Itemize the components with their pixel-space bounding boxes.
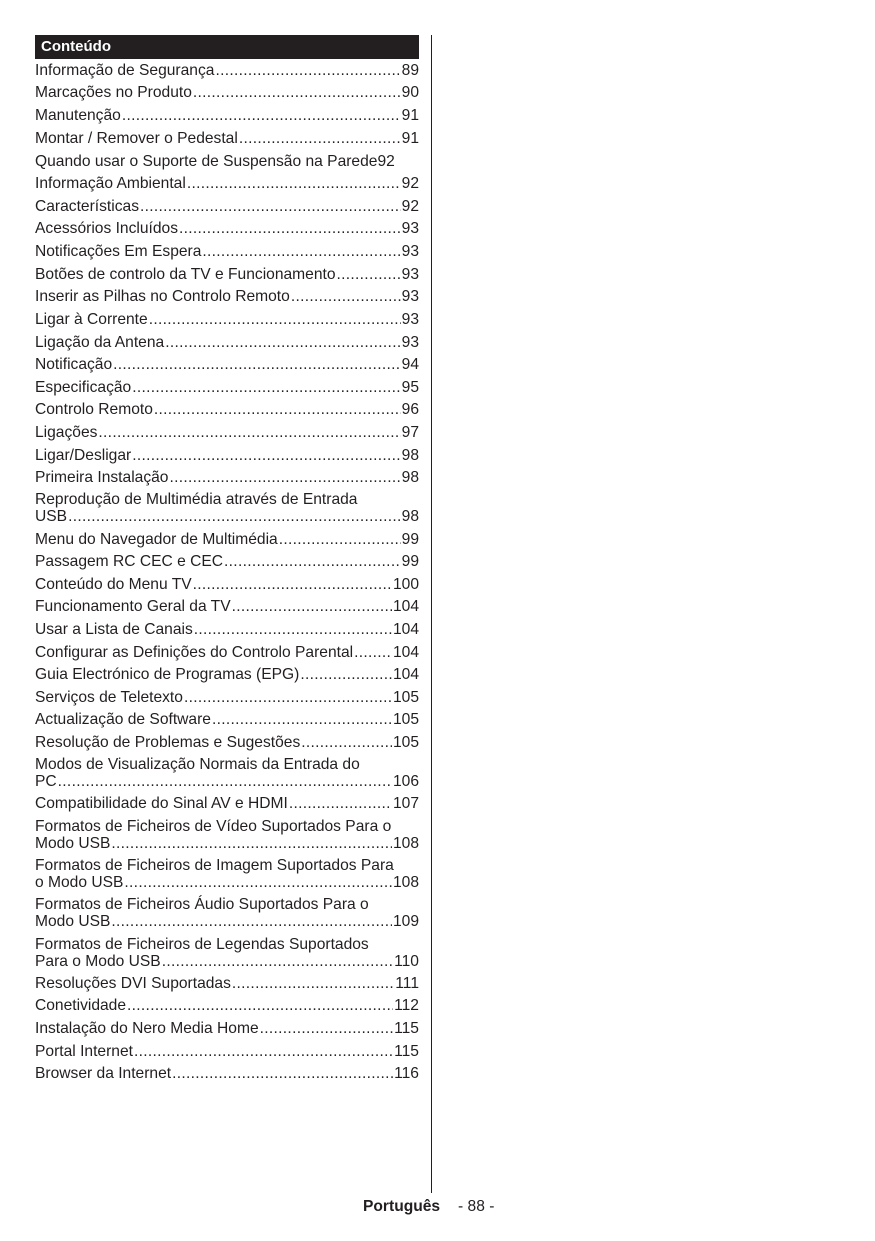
toc-entry[interactable] xyxy=(35,689,419,706)
toc-entry-page: 93 xyxy=(401,220,419,237)
toc-entry[interactable] xyxy=(35,491,419,525)
dot-leader xyxy=(291,288,401,305)
toc-entry-title: Acessórios Incluídos xyxy=(35,220,179,237)
toc-entry-title: Controlo Remoto xyxy=(35,401,153,418)
toc-entry-page: 107 xyxy=(392,795,419,812)
toc-entry-page: 105 xyxy=(392,734,419,751)
dot-leader xyxy=(162,953,393,970)
toc-entry-title: PC xyxy=(35,773,57,790)
toc-entry-title-first-line: Formatos de Ficheiros Áudio Suportados Para o xyxy=(35,896,369,913)
toc-entry-page: 104 xyxy=(392,666,419,683)
dot-leader xyxy=(154,401,401,418)
toc-entry-title: Ligação da Antena xyxy=(35,334,165,351)
toc-entry[interactable] xyxy=(35,175,419,192)
toc-entry[interactable] xyxy=(35,553,419,570)
toc-entry-page: 111 xyxy=(395,975,419,992)
dot-leader xyxy=(215,62,400,79)
dot-leader xyxy=(179,220,401,237)
toc-entry[interactable] xyxy=(35,288,419,305)
toc-entry-title: Resolução de Problemas e Sugestões xyxy=(35,734,301,751)
toc-entry-title: Manutenção xyxy=(35,107,121,124)
dot-leader xyxy=(149,311,401,328)
toc-entry[interactable] xyxy=(35,598,419,615)
dot-leader xyxy=(224,553,401,570)
toc-entry-title-first-line: Formatos de Ficheiros de Legendas Suportados xyxy=(35,936,369,953)
toc-entry[interactable] xyxy=(35,107,419,124)
toc-entry[interactable] xyxy=(35,734,419,751)
dot-leader xyxy=(140,198,401,215)
toc-entry[interactable] xyxy=(35,447,419,464)
toc-entry-title: o Modo USB xyxy=(35,874,124,891)
dot-leader xyxy=(193,576,392,593)
toc-entry-title: Características xyxy=(35,198,139,215)
toc-entry-title: Notificação xyxy=(35,356,113,373)
toc-entry-page: 97 xyxy=(401,424,419,441)
dot-leader xyxy=(212,711,392,728)
toc-entry-page: 108 xyxy=(392,874,419,891)
toc-entry-page: 98 xyxy=(401,508,419,525)
dot-leader xyxy=(194,621,392,638)
dot-leader xyxy=(122,107,401,124)
toc-entry-page: 94 xyxy=(401,356,419,373)
toc-entry-page: 96 xyxy=(401,401,419,418)
toc-entry-title: Montar / Remover o Pedestal xyxy=(35,130,238,147)
toc-entry[interactable] xyxy=(35,756,419,790)
toc-entry-title: Inserir as Pilhas no Controlo Remoto xyxy=(35,288,290,305)
dot-leader xyxy=(98,424,400,441)
toc-entry-page: 112 xyxy=(394,997,419,1014)
toc-entry[interactable] xyxy=(35,130,419,147)
toc-entry[interactable] xyxy=(35,711,419,728)
toc-entry-page: 115 xyxy=(394,1043,419,1060)
dot-leader xyxy=(260,1020,393,1037)
dot-leader xyxy=(232,975,394,992)
toc-entry[interactable] xyxy=(35,153,419,170)
dot-leader xyxy=(202,243,400,260)
toc-entry-title: Usar a Lista de Canais xyxy=(35,621,193,638)
toc-entry-page: 93 xyxy=(401,311,419,328)
dot-leader xyxy=(172,1065,393,1082)
dot-leader xyxy=(113,356,401,373)
dot-leader xyxy=(58,773,392,790)
dot-leader xyxy=(289,795,392,812)
toc-entry-page: 93 xyxy=(401,334,419,351)
toc-entry-page: 93 xyxy=(401,288,419,305)
toc-entry[interactable] xyxy=(35,666,419,683)
toc-entry[interactable] xyxy=(35,220,419,237)
toc-entry-title: Resoluções DVI Suportadas xyxy=(35,975,231,992)
dot-leader xyxy=(239,130,401,147)
toc-entry-title: Guia Electrónico de Programas (EPG) xyxy=(35,666,300,683)
dot-leader xyxy=(111,913,392,930)
toc-entry[interactable] xyxy=(35,896,419,930)
dot-leader xyxy=(169,469,400,486)
dot-leader xyxy=(193,84,401,101)
dot-leader xyxy=(127,997,393,1014)
dot-leader xyxy=(165,334,400,351)
toc-entry-title: Instalação do Nero Media Home xyxy=(35,1020,259,1037)
toc-entry-page: 110 xyxy=(394,953,419,970)
toc-entry[interactable] xyxy=(35,379,419,396)
toc-entry-page: 98 xyxy=(401,469,419,486)
toc-entry[interactable] xyxy=(35,401,419,418)
toc-entry[interactable] xyxy=(35,334,419,351)
dot-leader xyxy=(68,508,401,525)
toc-entry-title: Botões de controlo da TV e Funcionamento xyxy=(35,266,336,283)
toc-heading: Conteúdo xyxy=(35,35,419,59)
dot-leader xyxy=(132,379,400,396)
column-divider xyxy=(431,35,432,1193)
toc-entry[interactable] xyxy=(35,621,419,638)
toc-entry-page: 93 xyxy=(401,266,419,283)
toc-entry[interactable] xyxy=(35,997,419,1014)
toc-entry-page: 99 xyxy=(401,531,419,548)
toc-entry-page: 92 xyxy=(377,153,395,170)
dot-leader xyxy=(337,266,401,283)
toc-entry-title: Passagem RC CEC e CEC xyxy=(35,553,224,570)
toc-entry-page: 116 xyxy=(394,1065,419,1082)
toc-entry[interactable] xyxy=(35,469,419,486)
toc-entry-title: Ligar à Corrente xyxy=(35,311,148,328)
toc-entry[interactable] xyxy=(35,243,419,260)
toc-entry-page: 99 xyxy=(401,553,419,570)
toc-entry-page: 108 xyxy=(392,835,419,852)
toc-entry[interactable] xyxy=(35,531,419,548)
footer-language: Português xyxy=(363,1198,441,1215)
dot-leader xyxy=(111,835,392,852)
toc-entry-title: Actualização de Software xyxy=(35,711,211,728)
toc-entry[interactable] xyxy=(35,1065,419,1082)
toc-entry-page: 95 xyxy=(401,379,419,396)
toc-entry-title: Conteúdo do Menu TV xyxy=(35,576,192,593)
toc-entry-title: Configurar as Definições do Controlo Parental xyxy=(35,644,354,661)
toc-entry-title: Para o Modo USB xyxy=(35,953,161,970)
toc-entry-page: 93 xyxy=(401,243,419,260)
toc-entry-page: 109 xyxy=(392,913,419,930)
dot-leader xyxy=(184,689,392,706)
table-of-contents xyxy=(35,35,419,1082)
toc-entry[interactable] xyxy=(35,936,419,970)
dot-leader xyxy=(279,531,401,548)
toc-entry-page: 104 xyxy=(392,598,419,615)
toc-entry-title: Notificações Em Espera xyxy=(35,243,202,260)
toc-entry-title: Informação de Segurança xyxy=(35,62,215,79)
dot-leader xyxy=(300,666,392,683)
dot-leader xyxy=(301,734,392,751)
toc-entry-title: Menu do Navegador de Multimédia xyxy=(35,531,278,548)
toc-entry[interactable] xyxy=(35,857,419,891)
dot-leader xyxy=(232,598,392,615)
toc-entry[interactable] xyxy=(35,198,419,215)
toc-entry[interactable] xyxy=(35,1020,419,1037)
toc-entry-page: 91 xyxy=(401,107,419,124)
toc-entry[interactable] xyxy=(35,84,419,101)
toc-entry-title: USB xyxy=(35,508,68,525)
dot-leader xyxy=(354,644,392,661)
toc-entry-page: 98 xyxy=(401,447,419,464)
dot-leader xyxy=(187,175,401,192)
toc-entry-title: Primeira Instalação xyxy=(35,469,169,486)
toc-entry-title: Conetividade xyxy=(35,997,127,1014)
toc-entry-page: 89 xyxy=(401,62,419,79)
toc-entry-title: Ligar/Desligar xyxy=(35,447,132,464)
footer-page-number: - 88 - xyxy=(458,1198,495,1215)
toc-entry-title: Serviços de Teletexto xyxy=(35,689,183,706)
toc-entry-title: Especificação xyxy=(35,379,132,396)
toc-entry[interactable] xyxy=(35,644,419,661)
toc-entry-page: 100 xyxy=(392,576,419,593)
toc-entry-title: Portal Internet xyxy=(35,1043,133,1060)
toc-entry-page: 104 xyxy=(392,644,419,661)
toc-entry-page: 104 xyxy=(392,621,419,638)
toc-entry[interactable] xyxy=(35,1043,419,1060)
toc-entry-page: 90 xyxy=(401,84,419,101)
toc-entry-title: Ligações xyxy=(35,424,98,441)
toc-entry-title: Marcações no Produto xyxy=(35,84,192,101)
toc-entry-page: 92 xyxy=(401,198,419,215)
dot-leader xyxy=(134,1043,393,1060)
toc-entry[interactable] xyxy=(35,818,419,852)
dot-leader xyxy=(132,447,400,464)
toc-entry[interactable] xyxy=(35,795,419,812)
toc-entry[interactable] xyxy=(35,311,419,328)
toc-entry-title: Browser da Internet xyxy=(35,1065,172,1082)
toc-entry-title-first-line: Formatos de Ficheiros de Vídeo Suportados Para o xyxy=(35,818,392,835)
toc-entry-title: Modo USB xyxy=(35,835,111,852)
toc-entry-page: 105 xyxy=(392,711,419,728)
toc-entry[interactable] xyxy=(35,424,419,441)
toc-entry-title: Quando usar o Suporte de Suspensão na Parede xyxy=(35,153,378,170)
toc-entry[interactable] xyxy=(35,975,419,992)
toc-entry-title-first-line: Formatos de Ficheiros de Imagem Suportados Para xyxy=(35,857,394,874)
toc-entry-title: Modo USB xyxy=(35,913,111,930)
toc-entry-page: 106 xyxy=(392,773,419,790)
toc-entry-page: 105 xyxy=(392,689,419,706)
toc-entry[interactable] xyxy=(35,62,419,79)
toc-entry-page: 91 xyxy=(401,130,419,147)
toc-entry[interactable] xyxy=(35,266,419,283)
toc-entry[interactable] xyxy=(35,356,419,373)
toc-entry-page: 115 xyxy=(394,1020,419,1037)
toc-entry[interactable] xyxy=(35,576,419,593)
toc-entry-title-first-line: Modos de Visualização Normais da Entrada do xyxy=(35,756,360,773)
toc-entry-title: Compatibilidade do Sinal AV e HDMI xyxy=(35,795,288,812)
toc-entry-title: Funcionamento Geral da TV xyxy=(35,598,231,615)
toc-entry-title-first-line: Reprodução de Multimédia através de Entrada xyxy=(35,491,358,508)
dot-leader xyxy=(124,874,392,891)
toc-entry-title: Informação Ambiental xyxy=(35,175,186,192)
toc-entry-page: 92 xyxy=(401,175,419,192)
